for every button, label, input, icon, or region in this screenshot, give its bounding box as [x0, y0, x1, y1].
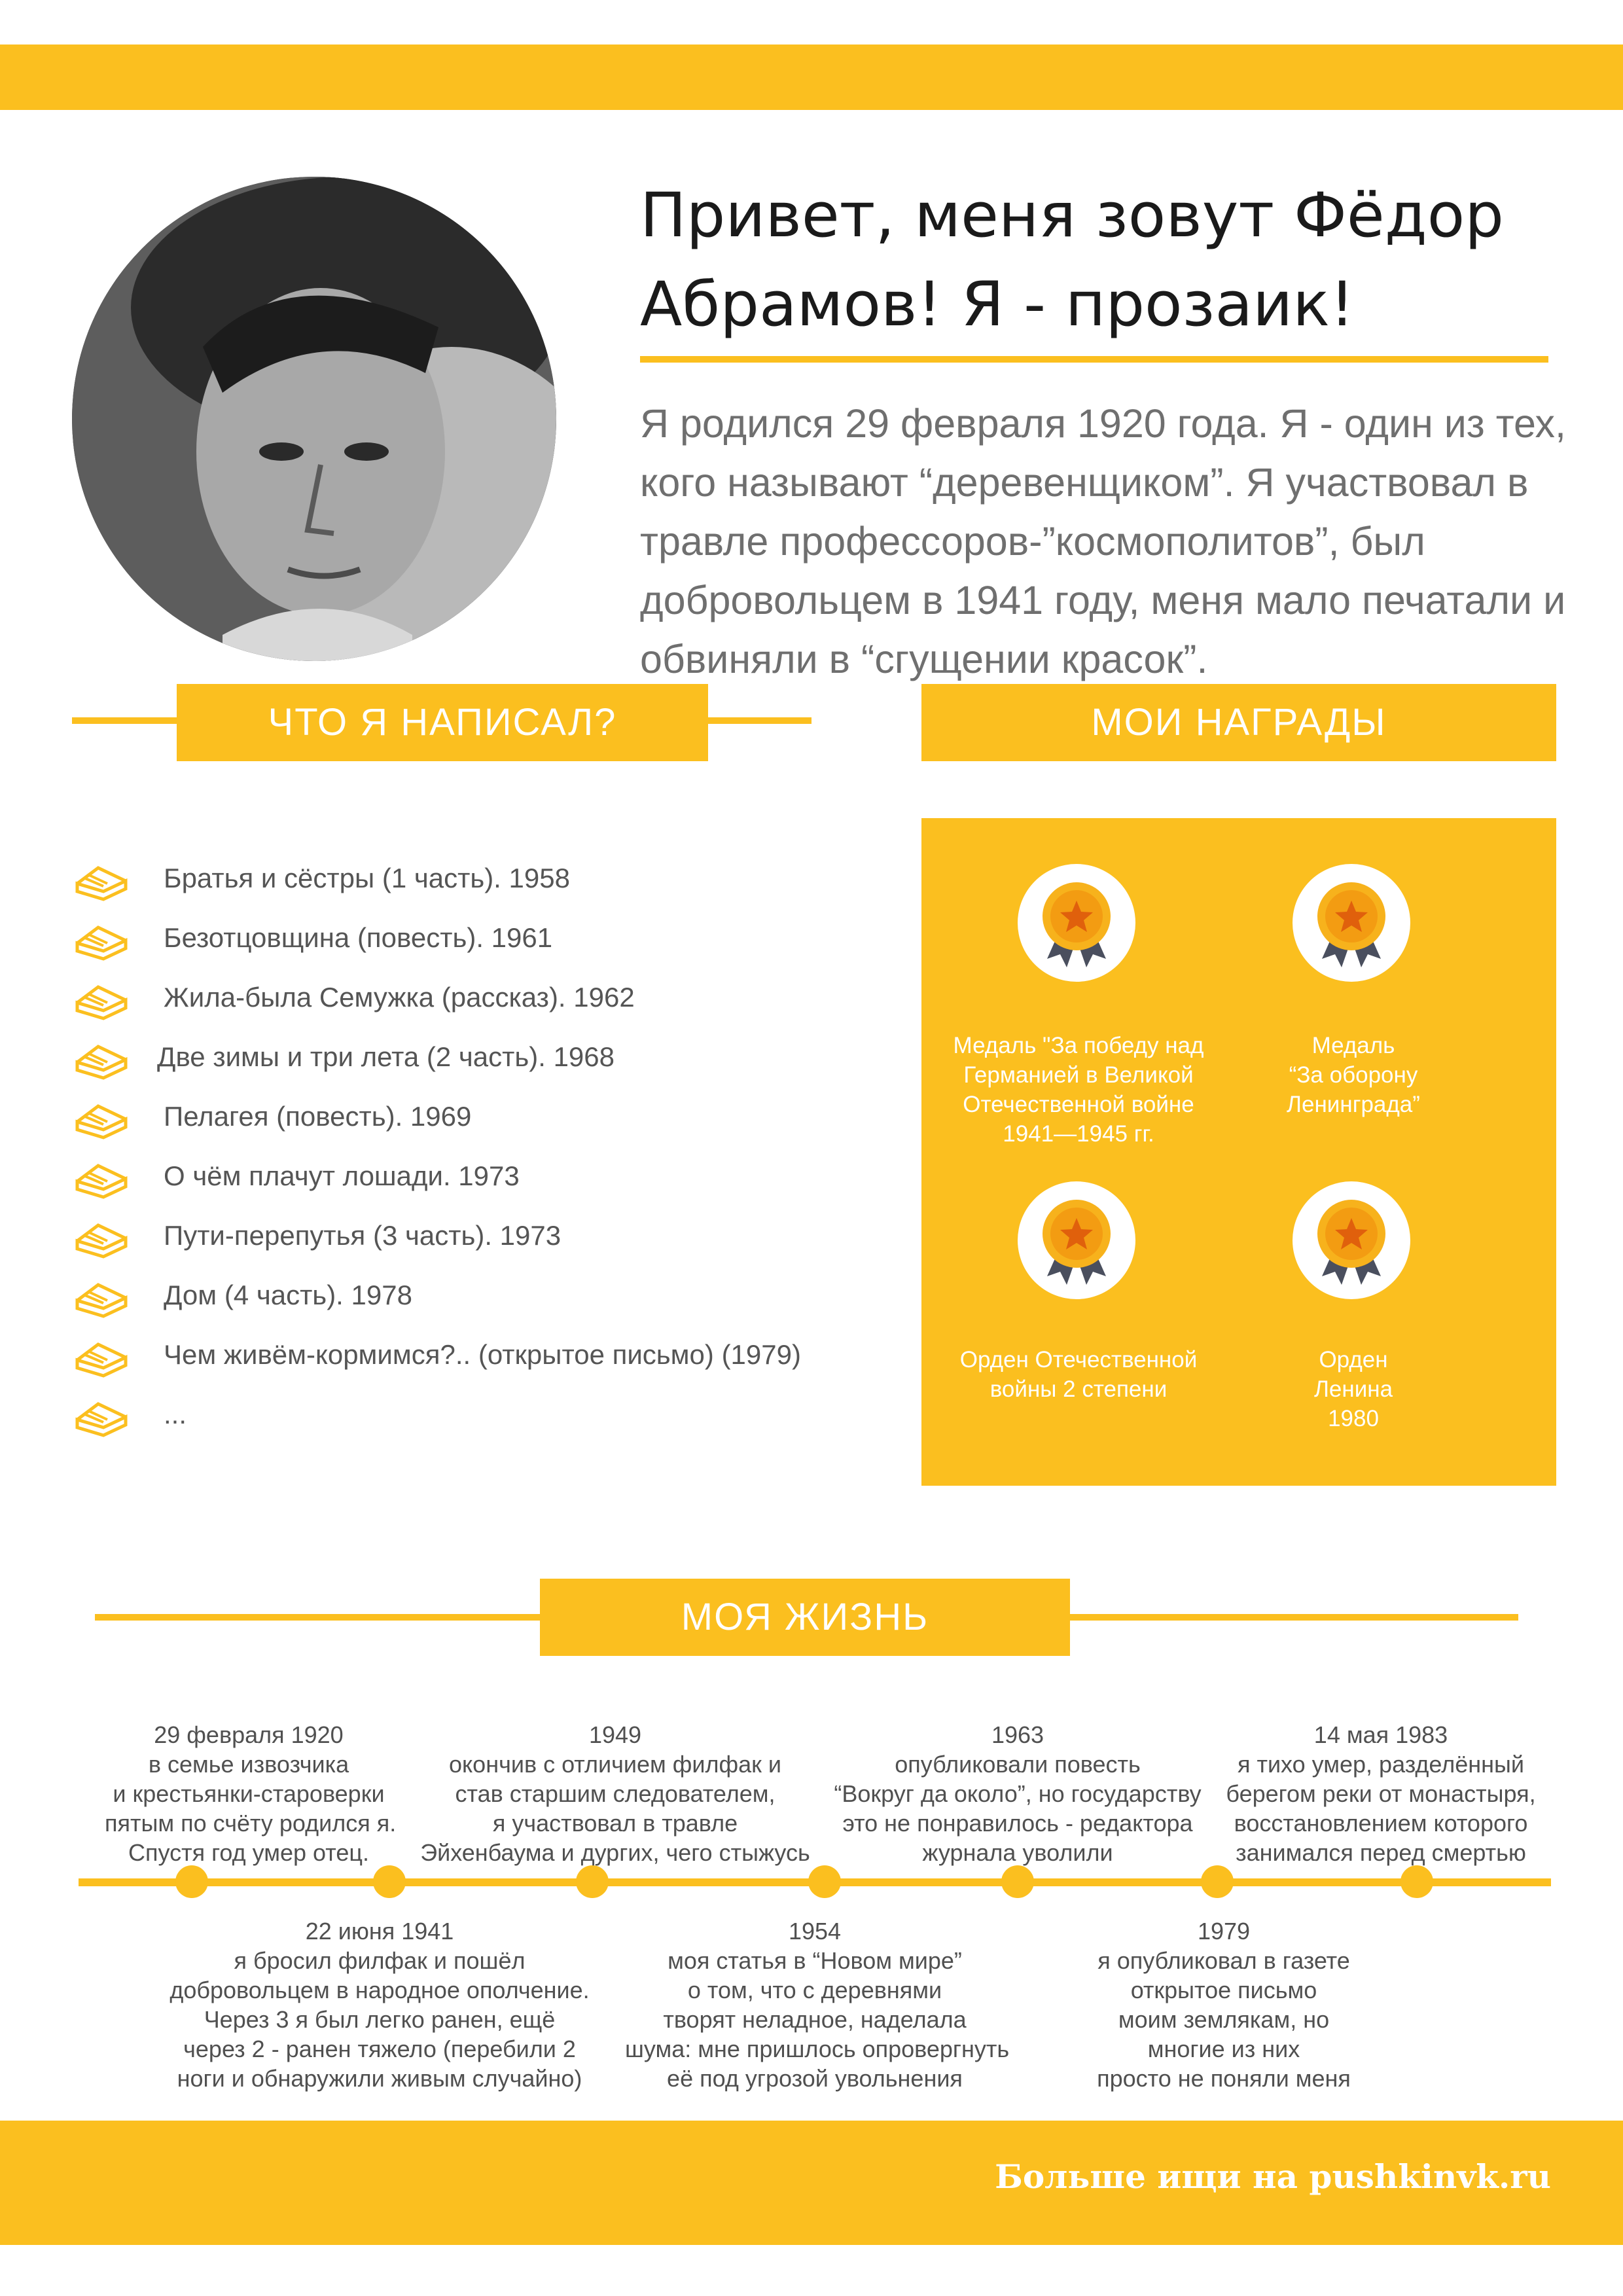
intro-line: травле профессоров-”космополитов”, был	[640, 519, 1425, 564]
event-line: её под угрозой увольнения	[667, 2065, 963, 2092]
work-title: Жила-была Семужка (рассказ). 1962	[164, 982, 635, 1013]
event-line: Через 3 я был легко ранен, ещё	[204, 2006, 556, 2033]
medal-icon	[1018, 864, 1135, 982]
timeline-event	[821, 1720, 1214, 1867]
timeline-dot	[1001, 1865, 1034, 1898]
award-caption	[1236, 1031, 1471, 1119]
award-medal	[1018, 1181, 1135, 1299]
event-line: это не понравилось - редактора	[842, 1810, 1193, 1837]
event-line: моим землякам, но	[1118, 2006, 1330, 2033]
intro-line: кого называют “деревенщиком”. Я участвовал в	[640, 460, 1529, 505]
award-caption-line: “За оборону	[1289, 1062, 1418, 1088]
award-caption-line: Отечественной войне	[963, 1092, 1194, 1117]
intro-line: добровольцем в 1941 году, меня мало печатали и	[640, 578, 1566, 622]
book-stack-icon	[72, 1276, 131, 1321]
award-caption-line: войны 2 степени	[990, 1376, 1168, 1402]
intro-line: обвиняли в “сгущении красок”.	[640, 637, 1208, 681]
title-line: Привет, меня зовут Фёдор	[640, 180, 1504, 251]
medal-icon	[1293, 864, 1410, 982]
event-line: через 2 - ранен тяжело (перебили 2	[183, 2036, 576, 2062]
event-line: ноги и обнаружили живым случайно)	[177, 2065, 582, 2092]
work-item	[72, 1153, 857, 1205]
event-line: просто не поняли меня	[1097, 2065, 1351, 2092]
award-caption-line: 1941—1945 гг.	[1003, 1121, 1154, 1147]
book-stack-icon	[72, 918, 131, 964]
award-medal	[1018, 864, 1135, 982]
event-line: 29 февраля 1920	[154, 1721, 344, 1748]
event-line: многие из них	[1147, 2036, 1300, 2062]
top-banner-bar	[0, 45, 1623, 110]
work-title: Две зимы и три лета (2 часть). 1968	[157, 1041, 615, 1072]
event-line: я бросил филфак и пошёл	[234, 1947, 526, 1974]
award-caption-line: Орден Отечественной	[959, 1347, 1198, 1372]
timeline-dot	[576, 1865, 609, 1898]
intro-paragraph	[640, 394, 1582, 689]
work-item	[72, 1391, 857, 1443]
event-line: 22 июня 1941	[305, 1918, 454, 1945]
footer-link[interactable]: Больше ищи на pushkinvk.ru	[995, 2157, 1551, 2196]
work-title: ...	[164, 1399, 187, 1429]
work-title: Безотцовщина (повесть). 1961	[164, 922, 553, 953]
timeline-event	[105, 1720, 397, 1867]
work-item	[72, 914, 857, 967]
work-item	[72, 1272, 857, 1324]
event-line: журнала уволили	[922, 1839, 1113, 1866]
awards-panel	[921, 818, 1556, 1486]
event-line: 1949	[588, 1721, 642, 1748]
timeline-event	[1217, 1720, 1544, 1867]
event-line: “Вокруг да около”, но государству	[834, 1780, 1202, 1807]
timeline-dot	[1201, 1865, 1234, 1898]
award-caption-line: Ленинграда”	[1287, 1092, 1420, 1117]
event-line: 14 мая 1983	[1313, 1721, 1448, 1748]
event-line: берегом реки от монастыря,	[1226, 1780, 1536, 1807]
book-stack-icon	[72, 978, 131, 1024]
award-caption-line: Медаль "За победу над	[953, 1033, 1204, 1058]
award-caption-line: 1980	[1328, 1406, 1379, 1431]
event-line: занимался перед смертью	[1236, 1839, 1526, 1866]
book-stack-icon	[72, 859, 131, 905]
event-line: опубликовали повесть	[895, 1751, 1141, 1778]
event-line: окончив с отличием филфак и	[449, 1751, 781, 1778]
event-line: я тихо умер, разделённый	[1237, 1751, 1525, 1778]
work-title: Братья и сёстры (1 часть). 1958	[164, 863, 570, 893]
works-heading-text: ЧТО Я НАПИСАЛ?	[268, 701, 617, 744]
work-title: Пелагея (повесть). 1969	[164, 1101, 472, 1132]
book-stack-icon	[72, 1097, 131, 1143]
event-line: 1979	[1197, 1918, 1251, 1945]
work-item	[72, 974, 857, 1026]
event-line: шума: мне пришлось опровергнуть	[625, 2036, 1010, 2062]
title-underline	[640, 356, 1548, 363]
timeline-dot	[373, 1865, 406, 1898]
event-line: пятым по счёту родился я.	[105, 1810, 397, 1837]
work-item	[72, 1212, 857, 1265]
award-caption	[948, 1031, 1209, 1149]
work-title: Пути-перепутья (3 часть). 1973	[164, 1220, 562, 1251]
intro-line: Я родился 29 февраля 1920 года. Я - один из тех,	[640, 401, 1566, 446]
medal-icon	[1293, 1181, 1410, 1299]
timeline-event	[625, 1916, 1010, 2093]
portrait-illustration	[72, 177, 556, 661]
book-stack-icon	[72, 1335, 131, 1381]
timeline-event	[151, 1916, 609, 2093]
award-caption-line: Медаль	[1311, 1033, 1395, 1058]
title-line: Абрамов! Я - прозаик!	[640, 269, 1355, 340]
work-title: О чём плачут лошади. 1973	[164, 1160, 520, 1191]
work-title: Чем живём-кормимся?.. (открытое письмо) (1979)	[164, 1339, 801, 1370]
work-item	[72, 1033, 857, 1086]
life-heading-text: МОЯ ЖИЗНЬ	[681, 1596, 929, 1638]
event-line: став старшим следователем,	[455, 1780, 776, 1807]
event-line: о том, что с деревнями	[687, 1977, 942, 2003]
event-line: в семье извозчика	[148, 1751, 349, 1778]
event-line: я опубликовал в газете	[1097, 1947, 1350, 1974]
event-line: Эйхенбаума и дургих, чего стыжусь	[420, 1839, 810, 1866]
event-line: я участвовал в травле	[492, 1810, 738, 1837]
event-line: моя статья в “Новом мире”	[668, 1947, 962, 1974]
award-caption-line: Орден	[1319, 1347, 1388, 1372]
timeline-event	[1073, 1916, 1374, 2093]
award-caption-line: Ленина	[1313, 1376, 1393, 1402]
book-stack-icon	[72, 1157, 131, 1202]
works-heading	[177, 684, 708, 761]
timeline-event	[409, 1720, 821, 1867]
timeline-dot	[1400, 1865, 1433, 1898]
event-line: творят неладное, наделала	[663, 2006, 967, 2033]
awards-heading-text: МОИ НАГРАДЫ	[1091, 701, 1387, 744]
life-heading	[540, 1579, 1070, 1656]
event-line: 1963	[991, 1721, 1044, 1748]
award-caption-line: Германией в Великой	[963, 1062, 1194, 1088]
work-title: Дом (4 часть). 1978	[164, 1280, 412, 1310]
timeline-dot	[808, 1865, 841, 1898]
award-caption	[1236, 1345, 1471, 1433]
award-medal	[1293, 864, 1410, 982]
work-item	[72, 855, 857, 907]
award-caption	[948, 1345, 1209, 1404]
author-portrait	[72, 177, 556, 661]
award-medal	[1293, 1181, 1410, 1299]
event-line: открытое письмо	[1130, 1977, 1317, 2003]
event-line: добровольцем в народное ополчение.	[169, 1977, 590, 2003]
work-item	[72, 1093, 857, 1145]
page-title	[640, 171, 1556, 350]
medal-icon	[1018, 1181, 1135, 1299]
book-stack-icon	[72, 1216, 131, 1262]
event-line: Спустя год умер отец.	[128, 1839, 369, 1866]
awards-heading	[921, 684, 1556, 761]
book-stack-icon	[72, 1037, 131, 1083]
event-line: и крестьянки-староверки	[113, 1780, 385, 1807]
book-stack-icon	[72, 1395, 131, 1441]
event-line: восстановлением которого	[1234, 1810, 1528, 1837]
event-line: 1954	[788, 1918, 842, 1945]
timeline-dot	[175, 1865, 208, 1898]
work-item	[72, 1331, 857, 1384]
